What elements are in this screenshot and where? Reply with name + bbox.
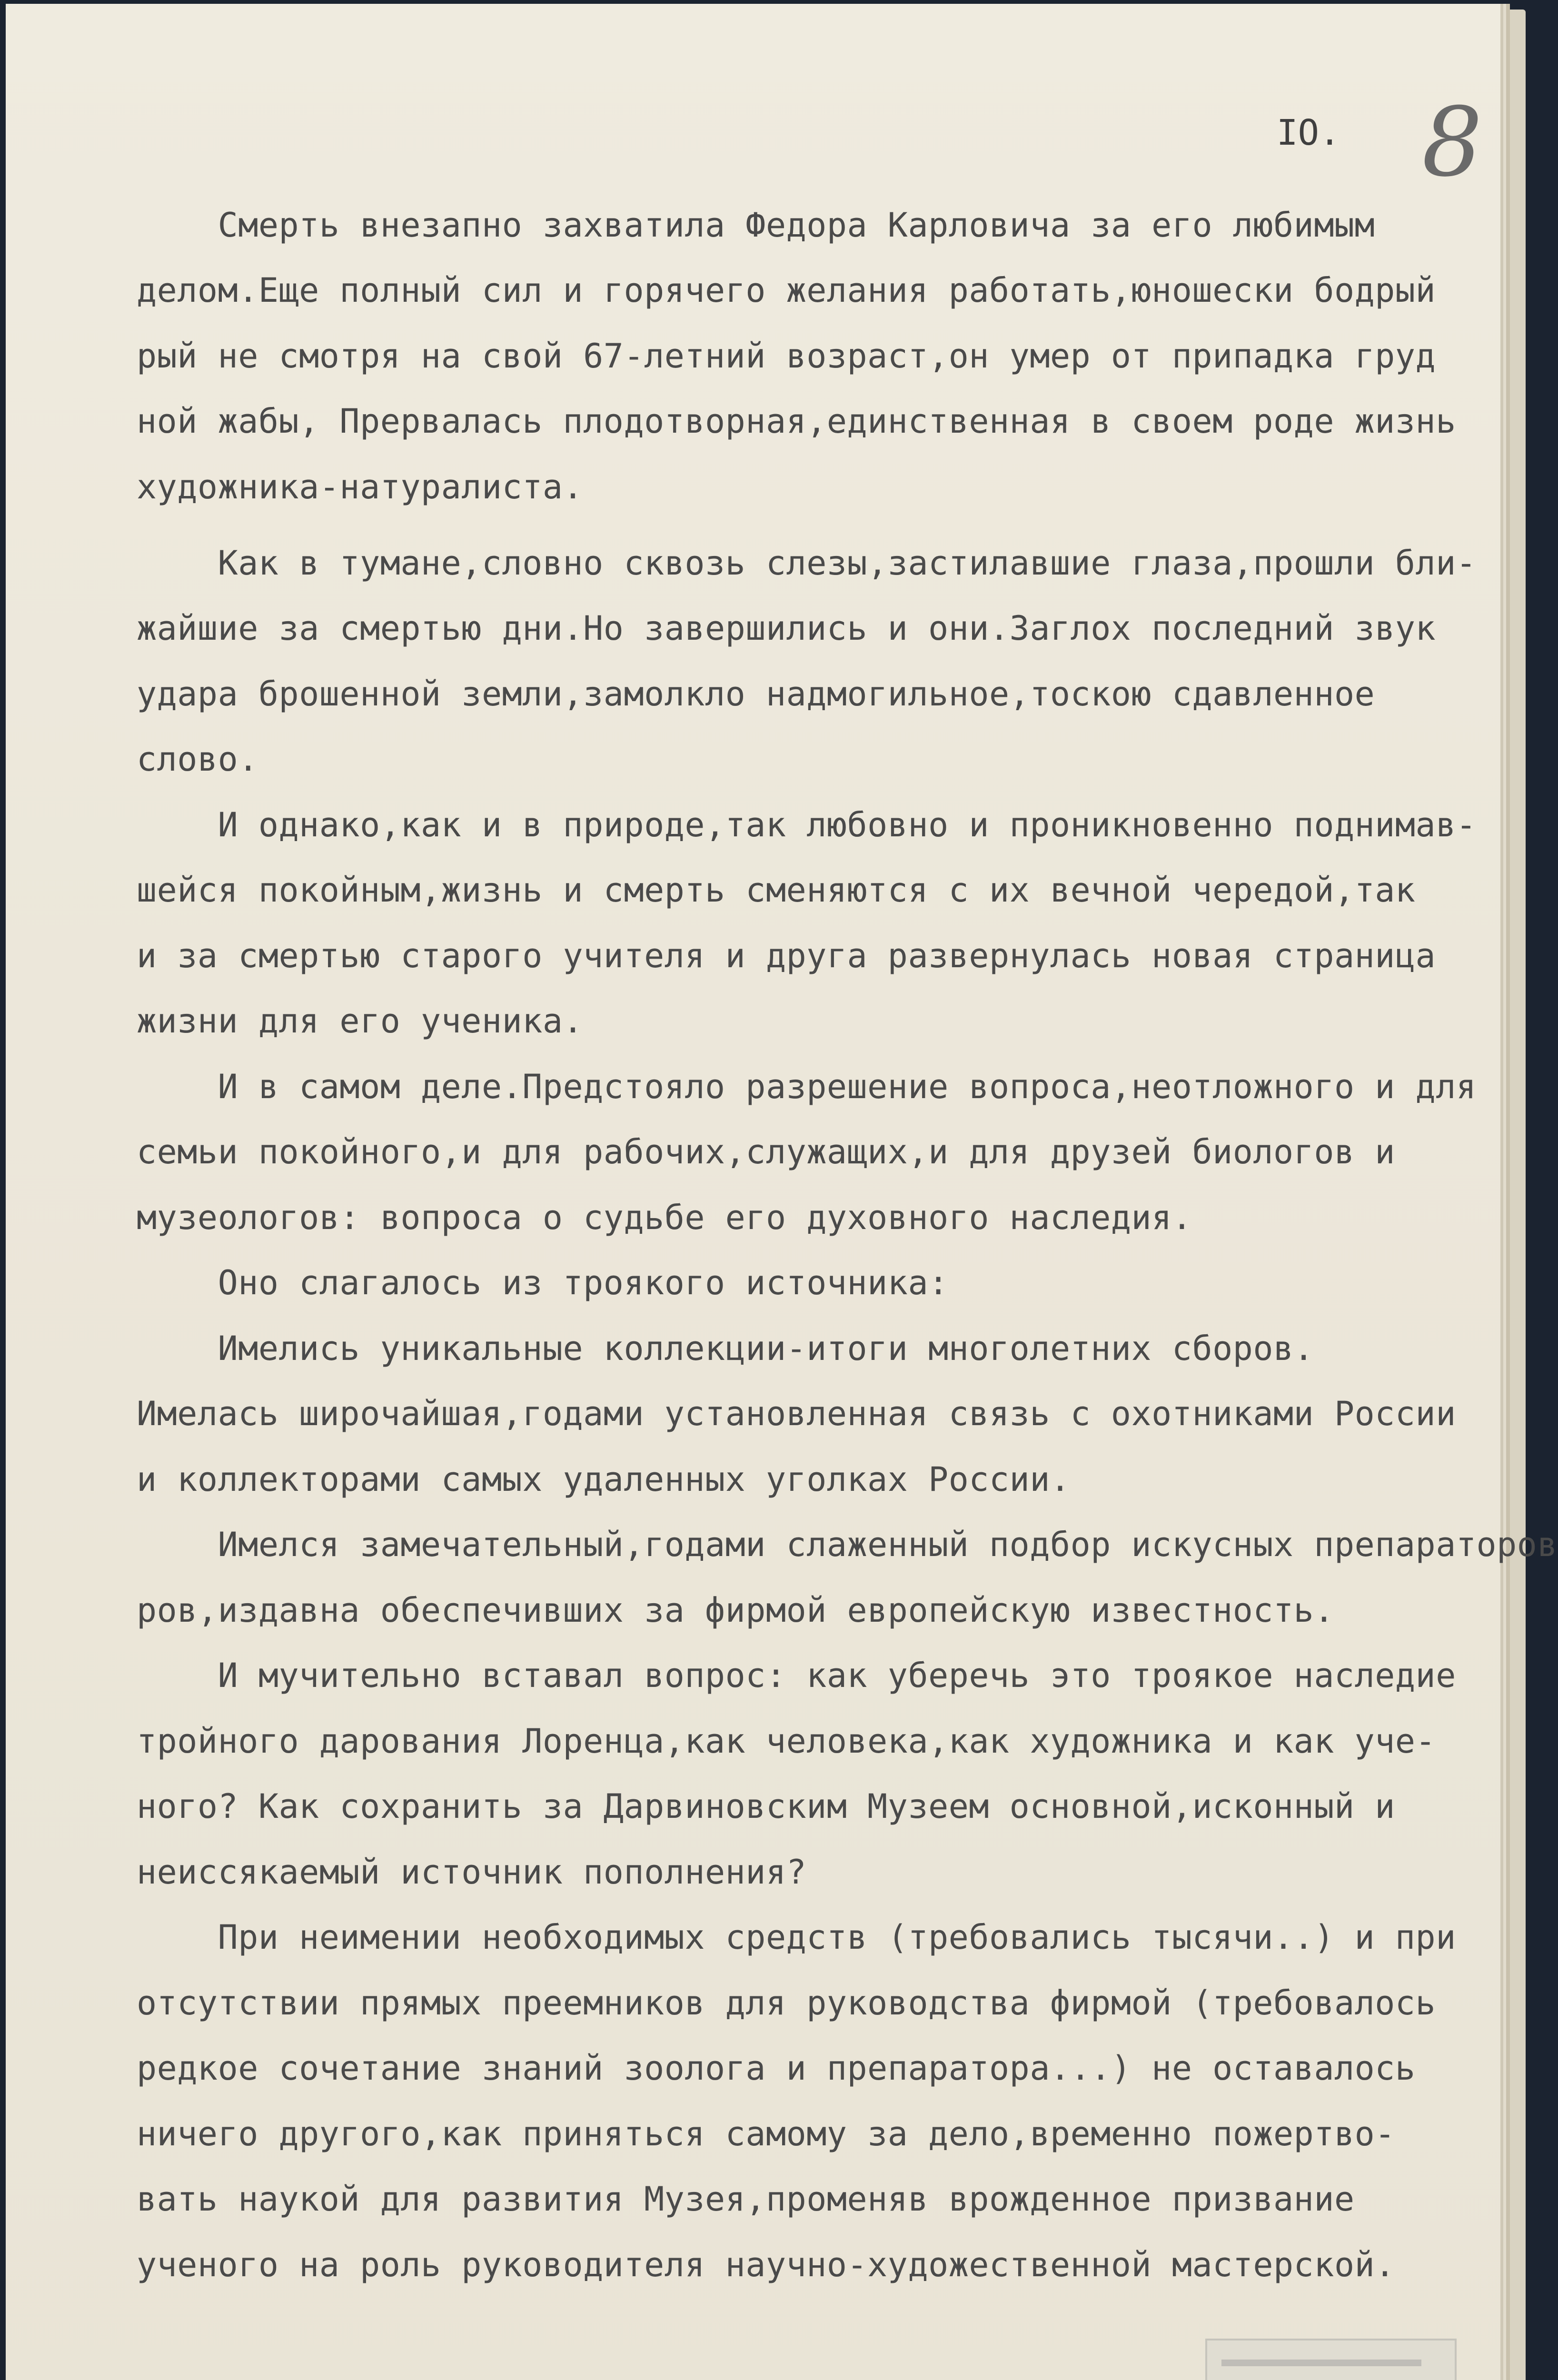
- text-line: ной жабы, Прервалась плодотворная,единственная в своем роде жизнь: [137, 402, 1456, 441]
- text-line: семьи покойного,и для рабочих,служащих,и для друзей биологов и: [137, 1132, 1395, 1171]
- stamp-line: [1221, 2360, 1421, 2366]
- text-line: Имелись уникальные коллекции-итоги многолетних сборов.: [137, 1329, 1314, 1368]
- text-line: Оно слагалось из троякого источника:: [137, 1263, 949, 1302]
- text-line: редкое сочетание знаний зоолога и препаратора...) не оставалось: [137, 2049, 1416, 2088]
- text-line: удара брошенной земли,замолкло надмогильное,тоскою сдавленное: [137, 674, 1375, 714]
- text-line: Смерть внезапно захватила Федора Карловича за его любимым: [137, 206, 1375, 245]
- text-line: жизни для его ученика.: [137, 1002, 584, 1041]
- text-line: художника-натуралиста.: [137, 467, 584, 506]
- text-line: Имелась широчайшая,годами установленная связь с охотниками России: [137, 1394, 1456, 1433]
- text-line: отсутствии прямых преемников для руководства фирмой (требовалось: [137, 1983, 1436, 2023]
- text-line: ного? Как сохранить за Дарвиновским Музеем основной,исконный и: [137, 1787, 1395, 1826]
- text-line: ничего другого,как приняться самому за дело,временно пожертво-: [137, 2114, 1395, 2153]
- text-line: жайшие за смертью дни.Но завершились и они.Заглох последний звук: [137, 609, 1436, 648]
- body-text: [137, 4, 1558, 2284]
- text-line: музеологов: вопроса о судьбе его духовного наследия.: [137, 1198, 1192, 1237]
- text-line: тройного дарования Лоренца,как человека,как художника и как уче-: [137, 1722, 1436, 1761]
- text-line: При неимении необходимых средств (требовались тысячи..) и при: [137, 1918, 1456, 1957]
- page-number: IO.: [1277, 112, 1340, 153]
- handwritten-folio-number: 8: [1422, 87, 1483, 198]
- text-line: Как в тумане,словно сквозь слезы,застилавшие глаза,прошли бли-: [137, 544, 1477, 583]
- text-line: Имелся замечательный,годами слаженный подбор искусных препараторов: [137, 1525, 1558, 1564]
- text-line: и за смертью старого учителя и друга развернулась новая страница: [137, 936, 1436, 975]
- text-line: ученого на роль руководителя научно-художественной мастерской.: [137, 2245, 1395, 2284]
- text-line: ров,издавна обеспечивших за фирмой европейскую известность.: [137, 1591, 1334, 1630]
- text-line: и коллекторами самых удаленных уголках России.: [137, 1460, 1071, 1499]
- text-line: И однако,как и в природе,так любовно и проникновенно поднимав-: [137, 805, 1477, 844]
- text-line: рый не смотря на свой 67-летний возраст,он умер от припадка груд: [137, 337, 1436, 376]
- text-line: слово.: [137, 740, 258, 779]
- archive-stamp: [1205, 2339, 1457, 2380]
- text-line: неиссякаемый источник пополнения?: [137, 1853, 807, 1892]
- typewritten-sheet: [6, 4, 1558, 2380]
- text-line: шейся покойным,жизнь и смерть сменяются с их вечной чередой,так: [137, 871, 1416, 910]
- text-line: И в самом деле.Предстояло разрешение вопроса,неотложного и для: [137, 1067, 1477, 1106]
- text-line: делом.Еще полный сил и горячего желания работать,юношески бодрый: [137, 271, 1436, 310]
- text-line: И мучительно вставал вопрос: как уберечь это троякое наследие: [137, 1656, 1456, 1695]
- text-line: вать наукой для развития Музея,променяв врожденное призвание: [137, 2180, 1355, 2219]
